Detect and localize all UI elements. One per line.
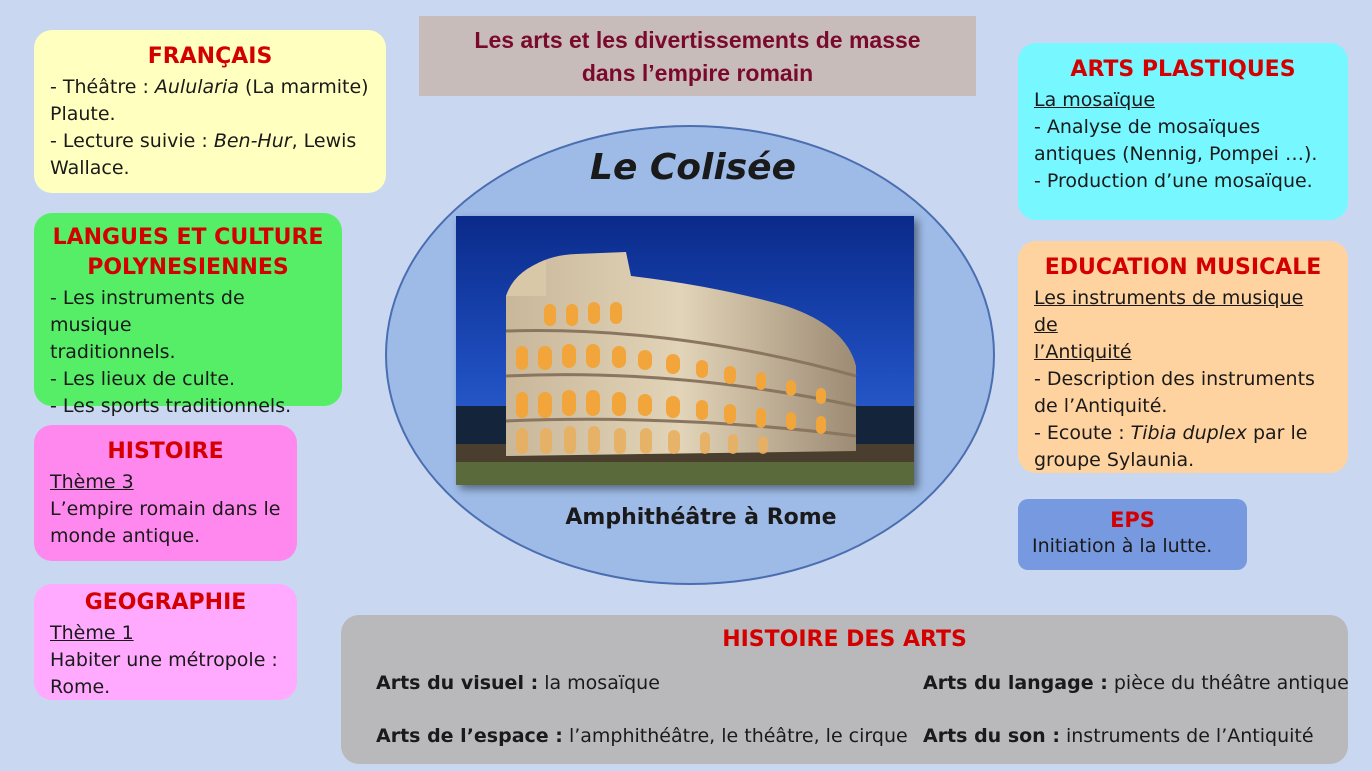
- hda-value: pièce du théâtre antique: [1107, 672, 1349, 694]
- langues-heading-line-1: LANGUES ET CULTURE: [52, 225, 324, 250]
- ecoute-suffix: par le: [1246, 422, 1308, 444]
- education-musicale-subtitle-1: Les instruments de musique de: [1034, 287, 1304, 336]
- hda-item-espace: [376, 723, 908, 749]
- geographie-card: [34, 584, 297, 700]
- histoire-heading: HISTOIRE: [107, 439, 224, 464]
- langues-line: - Les instruments de musique: [50, 287, 245, 336]
- education-musicale-line: de l’Antiquité.: [1034, 395, 1168, 417]
- histoire-des-arts-card: [341, 615, 1348, 764]
- francais-line-author: Plaute.: [50, 103, 116, 125]
- hda-label: Arts de l’espace :: [376, 725, 563, 747]
- hda-item-langage: [923, 670, 1349, 696]
- eps-heading: EPS: [1110, 508, 1155, 532]
- francais-lecture-suffix: , Lewis: [291, 130, 357, 152]
- hda-label: Arts du visuel :: [376, 672, 539, 694]
- page-title: [419, 16, 976, 96]
- francais-line-lecture: [50, 128, 370, 155]
- histoire-line: monde antique.: [50, 525, 201, 547]
- eps-text: Initiation à la lutte.: [1032, 535, 1213, 557]
- arts-plastiques-card: [1018, 43, 1348, 220]
- geographie-line: Rome.: [50, 676, 111, 698]
- colosseum-photo: [456, 216, 914, 485]
- ecoute-prefix: - Ecoute :: [1034, 422, 1131, 444]
- ecoute-title: Tibia duplex: [1130, 422, 1247, 444]
- langues-heading-line-2: POLYNESIENNES: [87, 255, 289, 280]
- langues-heading: [50, 223, 326, 283]
- geographie-theme: Thème 1: [50, 622, 134, 644]
- page-title-line-1: Les arts et les divertissements de masse: [474, 27, 921, 53]
- hda-label: Arts du langage :: [923, 672, 1108, 694]
- arts-plastiques-heading: ARTS PLASTIQUES: [1070, 57, 1296, 82]
- langues-line: traditionnels.: [50, 341, 176, 363]
- education-musicale-card: [1018, 241, 1348, 473]
- arts-plastiques-line: - Analyse de mosaïques: [1034, 116, 1261, 138]
- histoire-line: L’empire romain dans le: [50, 498, 281, 520]
- geographie-line: Habiter une métropole :: [50, 649, 278, 671]
- education-musicale-line: groupe Sylaunia.: [1034, 449, 1195, 471]
- hda-item-son: [923, 723, 1314, 749]
- geographie-heading: GEOGRAPHIE: [84, 590, 247, 615]
- francais-theatre-prefix: - Théâtre :: [50, 76, 155, 98]
- francais-line-lecture-author: Wallace.: [50, 157, 130, 179]
- langues-line: - Les sports traditionnels.: [50, 395, 292, 417]
- colisee-caption: Amphithéâtre à Rome: [565, 505, 837, 530]
- francais-lecture-prefix: - Lecture suivie :: [50, 130, 214, 152]
- francais-line-theatre: [50, 74, 370, 101]
- education-musicale-heading: EDUCATION MUSICALE: [1044, 255, 1322, 280]
- hda-value: instruments de l’Antiquité: [1059, 725, 1314, 747]
- francais-heading: FRANÇAIS: [147, 44, 273, 69]
- hda-value: la mosaïque: [538, 672, 660, 694]
- page-title-line-2: dans l’empire romain: [581, 60, 814, 86]
- education-musicale-line: - Description des instruments: [1034, 368, 1315, 390]
- colisee-title: Le Colisée: [590, 147, 796, 188]
- histoire-des-arts-heading: HISTOIRE DES ARTS: [722, 627, 967, 652]
- education-musicale-line-ecoute: [1034, 420, 1332, 447]
- arts-plastiques-line: antiques (Nennig, Pompei …).: [1034, 143, 1318, 165]
- hda-item-visuel: [376, 670, 660, 696]
- langues-line: - Les lieux de culte.: [50, 368, 236, 390]
- arts-plastiques-line: - Production d’une mosaïque.: [1034, 170, 1313, 192]
- histoire-card: [34, 425, 297, 561]
- francais-theatre-suffix: (La marmite): [238, 76, 369, 98]
- education-musicale-subtitle-2: l’Antiquité: [1034, 341, 1132, 363]
- francais-card: [34, 30, 386, 193]
- francais-lecture-title: Ben-Hur: [213, 130, 292, 152]
- arts-plastiques-subtitle: La mosaïque: [1034, 89, 1156, 111]
- langues-card: [34, 213, 342, 417]
- hda-label: Arts du son :: [923, 725, 1060, 747]
- hda-value: l’amphithéâtre, le théâtre, le cirque: [562, 725, 908, 747]
- histoire-theme: Thème 3: [50, 471, 134, 493]
- francais-theatre-title: Aulularia: [154, 76, 239, 98]
- eps-card: [1018, 499, 1247, 570]
